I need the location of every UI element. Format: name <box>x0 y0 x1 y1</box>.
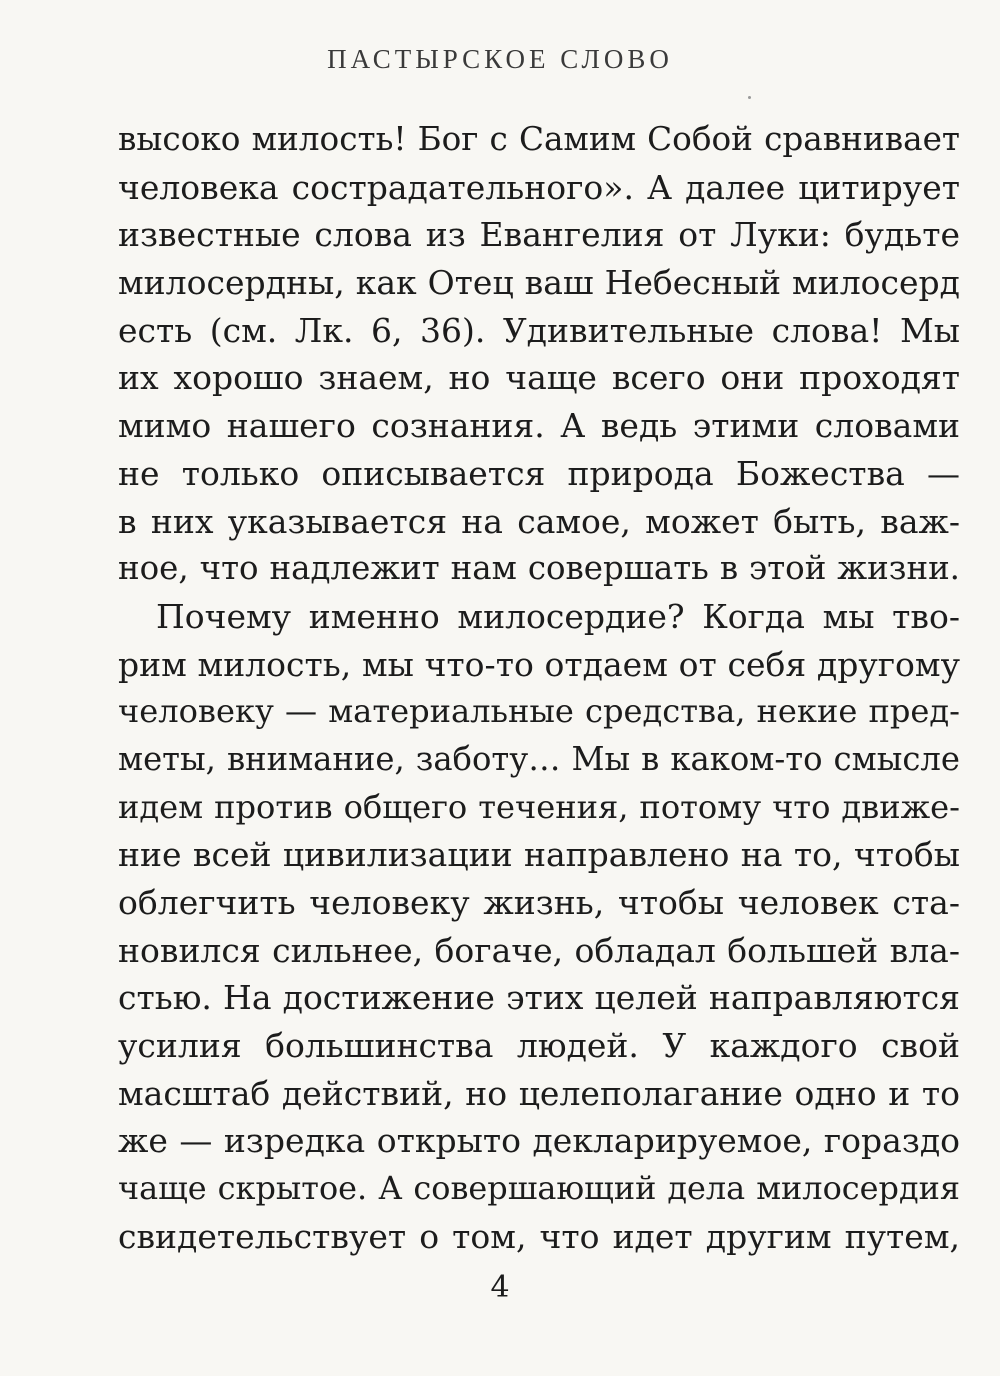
text-line: высоко милость! Бог с Самим Собой сравнивает <box>118 120 960 158</box>
text-line: мимо нашего сознания. А ведь этими словами <box>118 406 960 446</box>
paragraph-2 <box>118 593 960 1261</box>
paragraph-1 <box>118 116 960 593</box>
text-line: свидетельствует о том, что идет другим путем, <box>118 1216 960 1256</box>
text-line: Почему именно милосердие? Когда мы тво- <box>156 596 960 636</box>
text-line: же — изредка открыто декларируемое, гораздо <box>118 1121 960 1161</box>
text-line: ние всей цивилизации направлено на то, чтобы <box>118 835 960 875</box>
text-line: не только описывается природа Божества — <box>118 453 960 493</box>
text-line: их хорошо знаем, но чаще всего они проходят <box>118 358 960 398</box>
text-line: человека сострадательного». А далее цитирует <box>118 167 960 207</box>
paper-speck <box>748 96 751 99</box>
body-text <box>118 116 960 1261</box>
text-line: ное, что надлежит нам совершать в этой жизни. <box>118 549 960 588</box>
text-line: рим милость, мы что-то отдаем от себя другому <box>118 644 960 684</box>
text-line: облегчить человеку жизнь, чтобы человек ста- <box>118 883 960 922</box>
text-line: идем против общего течения, потому что движе- <box>118 787 960 826</box>
text-line: новился сильнее, богаче, обладал большей вла- <box>118 930 960 970</box>
text-line: меты, внимание, заботу… Мы в каком-то смысле <box>118 739 960 778</box>
page-number: 4 <box>490 1270 510 1305</box>
text-line: есть (см. Лк. 6, 36). Удивительные слова! Мы <box>118 310 960 350</box>
text-line: масштаб действий, но целеполагание одно и то <box>118 1073 960 1113</box>
text-line: стью. На достижение этих целей направляются <box>118 978 960 1018</box>
text-line: человеку — материальные средства, некие пред- <box>118 692 960 731</box>
text-line: усилия большинства людей. У каждого свой <box>118 1026 960 1066</box>
text-line: известные слова из Евангелия от Луки: будьте <box>118 215 960 255</box>
text-line: в них указывается на самое, может быть, важ- <box>118 501 960 541</box>
text-line: чаще скрытое. А совершающий дела милосердия <box>118 1169 960 1208</box>
text-line: милосердны, как Отец ваш Небесный милосерд <box>118 263 960 303</box>
running-head: ПАСТЫРСКОЕ СЛОВО <box>327 44 673 74</box>
